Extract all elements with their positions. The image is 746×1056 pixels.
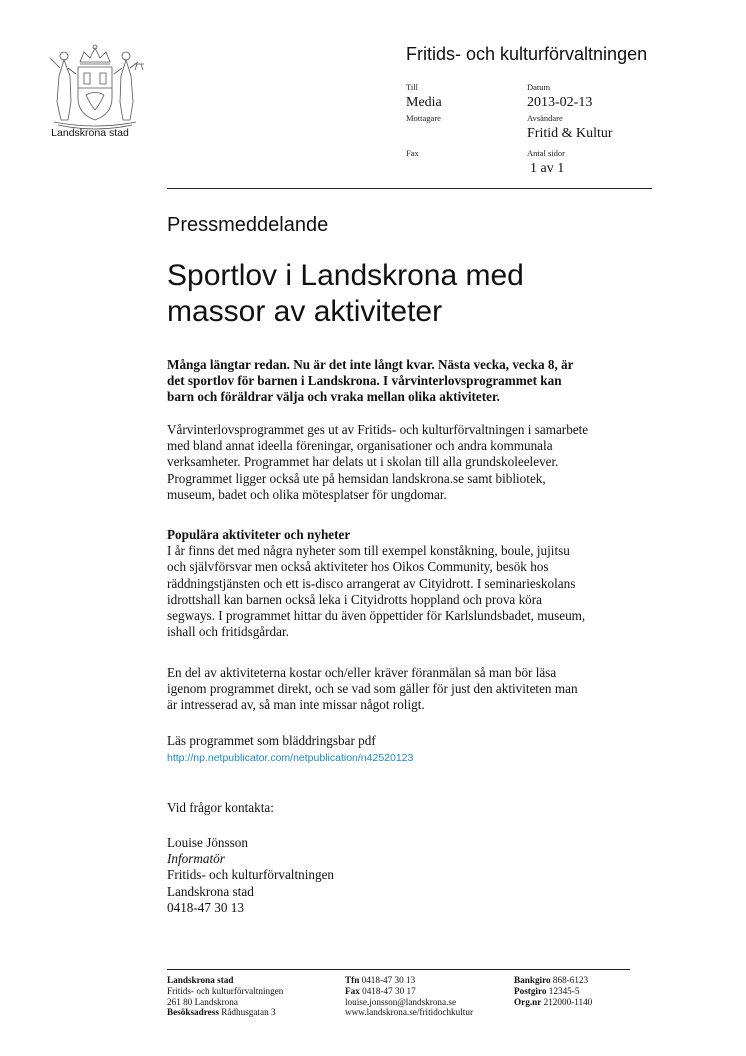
text-line: med bland annat ideella föreningar, organisationer och andra kommunala bbox=[167, 438, 553, 454]
footer-postgiro-value: 12345-5 bbox=[548, 985, 580, 996]
contact-phone: 0418-47 30 13 bbox=[167, 899, 244, 915]
footer-fax-value: 0418-47 30 17 bbox=[362, 985, 416, 996]
contact-name: Louise Jönsson bbox=[167, 835, 248, 850]
text-line: det sportlov för barnen i Landskrona. I vårvinterlovsprogrammet kan bbox=[167, 373, 562, 389]
mottagare-label: Mottagare bbox=[406, 113, 441, 123]
footer-orgnr-value: 212000-1140 bbox=[543, 996, 593, 1007]
paragraph-1 bbox=[167, 422, 647, 503]
press-release-label: Pressmeddelande bbox=[167, 214, 329, 236]
footer-bankgiro-label: Bankgiro bbox=[514, 975, 551, 985]
avsandare-label: Avsändare bbox=[527, 113, 563, 123]
department-title: Fritids- och kulturförvaltningen bbox=[406, 44, 648, 64]
contact-organization: Landskrona stad bbox=[167, 883, 254, 899]
footer-org-name: Landskrona stad bbox=[167, 975, 234, 985]
fax-label: Fax bbox=[406, 148, 419, 158]
text-line: museum, badet och olika mötesplatser för ungdomar. bbox=[167, 486, 447, 502]
text-line: idrottshall kan barnen också leka i Cityidrotts hoppland och prova köra bbox=[167, 591, 543, 607]
footer-phone bbox=[345, 975, 473, 986]
footer-website: www.landskrona.se/fritidochkultur bbox=[345, 1007, 474, 1018]
contact-intro: Vid frågor kontakta: bbox=[167, 800, 274, 815]
footer-orgnr bbox=[514, 997, 592, 1008]
footer-phone-label: Tfn bbox=[345, 975, 360, 985]
contact-block bbox=[167, 835, 647, 916]
paragraph-3 bbox=[167, 665, 647, 714]
footer-phone-value: 0418-47 30 13 bbox=[361, 975, 416, 985]
headline-line: Sportlov i Landskrona med bbox=[167, 259, 524, 292]
text-line: Vårvinterlovsprogrammet ges ut av Fritids- och kulturförvaltningen i samarbete bbox=[167, 422, 589, 437]
logo-text: Landskrona stad bbox=[51, 127, 129, 139]
footer-dept: Fritids- och kulturförvaltningen bbox=[167, 985, 284, 996]
text-line: barn och föräldrar välja och vraka mellan olika aktiviteter. bbox=[167, 389, 500, 405]
paragraph-2 bbox=[167, 527, 647, 640]
datum-value: 2013-02-13 bbox=[527, 95, 593, 110]
text-line: I år finns det med några nyheter som till exempel konståkning, boule, jujitsu bbox=[167, 543, 570, 559]
footer-divider bbox=[167, 969, 630, 970]
footer-col-banking bbox=[514, 975, 592, 1007]
antal-sidor-label: Antal sidor bbox=[527, 148, 566, 158]
text-line: segways. I programmet hittar du även öppettider för Karlslundsbadet, museum, bbox=[167, 608, 586, 624]
contact-department: Fritids- och kulturförvaltningen bbox=[167, 867, 335, 883]
footer-postgiro-label: Postgiro bbox=[514, 985, 547, 996]
till-label: Till bbox=[406, 82, 418, 92]
contact-title: Informatör bbox=[167, 851, 225, 867]
footer-orgnr-label: Org.nr bbox=[514, 996, 542, 1007]
till-value: Media bbox=[406, 95, 442, 110]
text-line: En del av aktiviteterna kostar och/eller kräver föranmälan så man bör läsa bbox=[167, 665, 557, 680]
text-line: och självförsvar men också aktiviteter hos Oikos Community, besök hos bbox=[167, 559, 549, 575]
footer-visit-label: Besöksadress bbox=[167, 1007, 219, 1018]
footer-col-organization bbox=[167, 975, 283, 1018]
text-line: räddningstjänsten och ett is-disco arrangerat av Cityidrott. I seminarieskolans bbox=[167, 575, 576, 591]
headline-line: massor av aktiviteter bbox=[167, 295, 443, 328]
text-line: igenom programmet direkt, och se vad som gäller för just den aktiviteten man bbox=[167, 681, 578, 697]
footer-postgiro bbox=[514, 986, 592, 997]
text-line: ishall och fritidsgårdar. bbox=[167, 624, 289, 640]
footer-visit-value: Rådhusgatan 3 bbox=[221, 1007, 276, 1018]
avsandare-value: Fritid & Kultur bbox=[527, 126, 613, 141]
intro-paragraph bbox=[167, 357, 647, 406]
footer-bankgiro bbox=[514, 975, 592, 986]
footer-fax-label: Fax bbox=[345, 985, 360, 996]
read-program-text: Läs programmet som bläddringsbar pdf bbox=[167, 733, 376, 748]
text-line: Programmet ligger också ute på hemsidan landskrona.se samt bibliotek, bbox=[167, 470, 546, 486]
footer-col-contact bbox=[345, 975, 473, 1018]
text-line: Många längtar redan. Nu är det inte långt kvar. Nästa vecka, vecka 8, är bbox=[167, 357, 574, 372]
subheading: Populära aktiviteter och nyheter bbox=[167, 527, 351, 542]
antal-sidor-value: 1 av 1 bbox=[530, 161, 565, 176]
headline bbox=[167, 258, 637, 330]
footer-email: louise.jonsson@landskrona.se bbox=[345, 996, 457, 1007]
header-divider bbox=[167, 188, 652, 189]
footer-visit-address bbox=[167, 1007, 283, 1018]
footer-postal: 261 80 Landskrona bbox=[167, 996, 238, 1007]
footer-bankgiro-value: 868-6123 bbox=[552, 975, 589, 985]
program-link[interactable]: http://np.netpublicator.com/netpublication/n42520123 bbox=[167, 752, 414, 764]
datum-label: Datum bbox=[527, 82, 551, 92]
text-line: verksamheter. Programmet har delats ut i skolan till alla grundskoleelever. bbox=[167, 454, 559, 470]
text-line: är intresserad av, så man inte missar något roligt. bbox=[167, 697, 425, 713]
footer-fax bbox=[345, 986, 473, 997]
